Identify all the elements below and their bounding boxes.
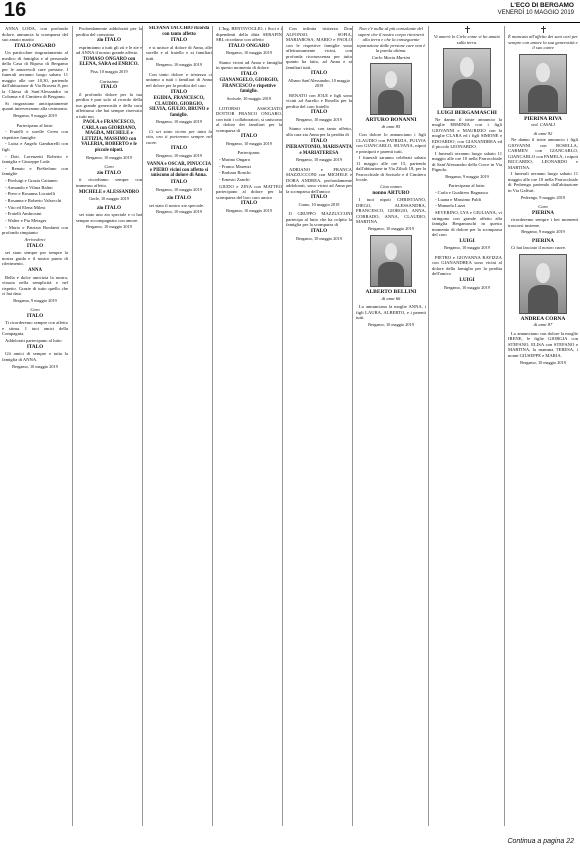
quote-author: Carlo Maria Martini	[371, 54, 411, 60]
notice-text: Siamo vicini, con tanto affetto, alla cara zia Anna per la perdita di	[286, 126, 352, 137]
deceased-name: ITALO	[240, 70, 258, 77]
participants-title: Partecipano al lutto:	[16, 122, 54, 128]
column-3	[142, 26, 212, 826]
notice-text: È mancata all'affetto dei suoi cari per sempre con amore la sua generosità e il suo cuore	[508, 34, 578, 50]
notice-text: Siamo vicini ad Anna e famiglia in questo momento di dolore.	[216, 59, 282, 71]
deceased-age: di anni 85	[381, 123, 401, 129]
notice-text: Con tanto dolore e tristezza ci uniamo a tutti i familiari di Anna nel dolore per la perdita del caro	[146, 71, 212, 88]
notice-signature: SILVANA TACCHIO ricorda con tanto affetto	[148, 26, 210, 37]
deceased-name: ITALO ONGARO	[14, 42, 56, 49]
deceased-name: ITALO	[26, 343, 44, 350]
notice-heading: Caro	[104, 164, 114, 170]
deceased-name: ITALO	[170, 145, 188, 152]
notice-date: Bergamo, 10 maggio 2019	[444, 245, 490, 251]
deceased-name: ITALO	[26, 312, 44, 319]
page-header	[0, 0, 580, 23]
notice-text: I funerali saranno celebrati sabato 11 maggio alle ore 15, partendo dall'abitazione in Via Zilioli 18, per la Parrocchiale di Sorisole e il Cimitero locale.	[356, 155, 426, 183]
notice-signature: PIERANTONIO, MARISANTA e MARIATERESA	[286, 145, 352, 156]
deceased-name: ITALO	[170, 37, 188, 44]
portrait-photo	[370, 63, 412, 115]
notice-date: Bergamo, 10 maggio 2019	[296, 157, 342, 163]
participant: - Luana e Massimo Paldi	[435, 196, 481, 202]
column-8	[504, 26, 578, 826]
notice-text: Bella e dolce amicizia la nostra, vissuta nella semplicità e nel rispetto. Grazie di tutto quello che ci hai dato.	[2, 274, 68, 297]
notice-text: GIUDO e ZINA con MATTEO partecipano al dolore per la scomparsa del loro caro amico	[216, 183, 282, 200]
deceased-name: ITALO	[310, 109, 328, 116]
notice-text: Ne danno il triste annuncio i figli GIOVANNI con ROSELLA, CARMEN con GIANCARLO, GIANCARLO con PAMELA, i nipoti RICCARDO, LEONARDO e MARTINA.	[508, 137, 578, 170]
notice-text: Si ringraziano anticipatamente quanti interverranno alla cerimonia.	[2, 100, 68, 112]
notice-date: Bergamo, 10 maggio 2019	[368, 225, 414, 231]
notice-text: sei stato il nostro zio speciale.	[149, 202, 205, 208]
notice-text: Un particolare ringraziamento al medico di famiglia e al personale della Casa di Riposo di Bergamo per le amorevoli cure prestate. I funerali avranno luogo sabato 11 maggio alle ore 10,30, partendo dall'abitazione di Via Broseta 8, per la Chiesa di Sant'Alessandro in Colonna e il Cimitero di Bergamo.	[2, 50, 68, 100]
column-2	[72, 26, 142, 826]
participant: - Walter e Pia Metzger	[5, 218, 47, 224]
column-1	[2, 26, 68, 826]
column-6	[352, 26, 426, 826]
deceased-name: ITALO	[310, 194, 328, 201]
deceased-name: PIERINA	[532, 209, 554, 216]
notice-date: Bergamo, 9 maggio 2019	[521, 229, 565, 235]
notice-text: Il GRUPPO MAZZUCCONI partecipa al lutto che ha colpito la famiglia per la scomparsa di	[286, 211, 352, 228]
portrait-photo	[519, 254, 567, 314]
deceased-name: PIERINA RIVA	[524, 115, 562, 122]
notice-text: PIETRO e GIOVANNA RAVIZZA con GIANANDREA sono vicini al dolore della famiglia per la perdita dell'amico	[432, 254, 502, 277]
notice-text: Addolorati partecipano al lutto	[5, 338, 62, 344]
deceased-name: LUIGI BERGAMASCHI	[437, 110, 497, 116]
notice-text: Ti ricorderemo sempre con affetto e stima. I tuoi amici della Compagnia.	[2, 320, 68, 337]
participants-title: Partecipano:	[237, 150, 261, 156]
notice-signature: ANNA	[28, 267, 42, 273]
participant: - Armando e Vilma Balini	[5, 184, 53, 190]
notice-date: Pedrengo, 9 maggio 2019	[520, 194, 566, 200]
participant: - Renato e PieStefano con famiglie	[2, 165, 68, 177]
deceased-name: ARTURO BONANNI	[365, 117, 417, 124]
notice-text: ANNA LODA, con profondo dolore, annuncia la scomparsa del suo amato marito	[2, 26, 68, 42]
deceased-name: ITALO	[170, 88, 188, 95]
notice-date: Bergamo, 9 maggio 2019	[445, 173, 489, 179]
notice-date: Bergamo, 10 maggio 2019	[296, 235, 342, 241]
notice-signature: TOMASO ONGARO con ELENA, SARA ed ENRICO.	[79, 56, 139, 68]
deceased-name: ITALO	[310, 137, 328, 144]
notice-date: Albano Sant'Alessandro, 10 maggio 2019	[288, 77, 350, 89]
quote-text: Vi amerò lo Cielo come vi ho amato sulla terra.	[433, 34, 501, 45]
participant: - Luisa e Angelo Gambarelli con figli	[2, 141, 68, 152]
notice-text: SEVERINO, LYA e GIULIANA, vi stringono con grande affetto alla famiglia Bergamaschi in questo momento di dolore per la scomparsa del caro	[432, 210, 502, 238]
deceased-name: zio ITALO	[97, 204, 121, 211]
notice-text: Lo annunciano la moglie ANNA, i figli LAURA, ALBERTO, e i parenti tutti.	[356, 304, 426, 321]
portrait-photo	[519, 54, 567, 114]
notice-heading: Arrivederci	[24, 237, 46, 242]
deceased-name: LUIGI	[459, 277, 475, 283]
notice-text: esprimiamo a tutti gli zii e le zie e ad ANNA il nostro grande affetto.	[76, 44, 142, 56]
deceased-subtitle: ved. CASALI	[531, 122, 555, 127]
notice-date: Sorisole, 10 maggio 2019	[226, 96, 272, 102]
notice-text: Profondamente addolorati per la perdita del carissimo	[76, 26, 142, 37]
masthead	[498, 2, 574, 17]
notice-date: Pisa, 10 maggio 2019	[90, 69, 128, 75]
participants-title: Partecipano al lutto:	[448, 183, 486, 189]
notice-signature: VANNA e OSCAR, PINUCCIA e PIERO vicini con affetto si uniscono al dolore di Anna.	[146, 162, 212, 179]
notice-text: Ne danno il triste annuncio la moglie ERMINIA con i figli GIOVANNI e MAURIZIO con la moglie CLARA ed i figli SIMONE e EDOARDO, con GIANANDREA ed il piccolo LEONARDO.	[432, 116, 502, 149]
deceased-name: ITALO	[26, 242, 44, 249]
notice-date: Bergamo, 10 maggio 2019	[156, 186, 202, 192]
deceased-name: PIERINA	[532, 237, 554, 244]
participant: - Vito ed Elena Milesi	[5, 204, 46, 210]
notice-date: Bergamo, 10 maggio 2019	[156, 119, 202, 125]
deceased-name: nonno ARTURO	[372, 189, 410, 196]
notice-heading: Cara	[538, 204, 548, 210]
notice-date: Bergamo, 10 maggio 2019	[226, 140, 272, 146]
participant: - Franco Marenzi	[219, 163, 251, 169]
notice-date: Bergamo, 10 maggio 2019	[226, 207, 272, 213]
deceased-name: ALBERTO BELLINI	[365, 289, 417, 296]
participant: - Dott. Lorenzetti Roberto e famiglia e Giuseppe Loda	[2, 153, 68, 165]
notice-date: Bergamo, 10 maggio 2019	[12, 363, 58, 369]
participant: - Ernesto Zanchi	[219, 177, 250, 182]
notice-date: Bergamo, 10 maggio 2019	[156, 152, 202, 158]
deceased-name: ITALO	[240, 200, 258, 207]
deceased-name: zio ITALO	[167, 195, 191, 202]
notice-date: Bergamo, 9 maggio 2019	[13, 297, 57, 303]
deceased-name: zio ITALO	[97, 169, 121, 176]
notice-date: Bergamo, 10 maggio 2019	[156, 62, 202, 68]
notice-text: ricorderemo sempre i bei momenti trascorsi insieme.	[508, 217, 578, 228]
notice-text: ti ricordiamo sempre con immenso affetto.	[76, 177, 142, 188]
deceased-name: ITALO	[170, 179, 188, 186]
cross-icon	[465, 26, 470, 33]
notice-text: e si unisce al dolore di Anna, alle sorelle e al fratello e ai familiari tutti.	[146, 44, 212, 61]
column-7	[428, 26, 502, 826]
participant: - Pierluigi e Grazia Cattaneo	[5, 178, 58, 183]
notice-date: Bergamo, 10 maggio 2019	[520, 359, 566, 365]
participant: - Marino Ongaro	[219, 156, 251, 162]
deceased-name: ITALO	[310, 228, 328, 235]
deceased-name: ITALO	[100, 84, 118, 91]
deceased-name: ITALO	[310, 70, 328, 77]
notice-text: sei stato uno zio speciale e ci hai sempre accompagnato con amore.	[76, 212, 142, 223]
issue-date: VENERDÌ 10 MAGGIO 2019	[497, 10, 574, 16]
column-5	[282, 26, 352, 826]
notice-date: Curno, 10 maggio 2019	[298, 201, 340, 207]
notice-text: I funerali avranno luogo sabato 11 maggio alle ore 10 nella Parrocchiale di Pedrengo partendo dall'abitazione in Via Gaffuri.	[508, 171, 578, 193]
notice-date: Bergamo, 10 maggio 2019	[86, 154, 132, 160]
deceased-name: ANDREA CORNA	[520, 315, 566, 322]
notice-signature: PAOLA e FRANCESCO, CARLA con GIORDANO, MAGDA, MICHELE e LETIZIA, MASSIMO con VALERIA, ROBERTO e le piccole nipoti.	[81, 120, 137, 153]
participant: - Mario e Patrizia Bonfanti con profondo rimpianto	[2, 224, 68, 236]
notice-date: Bergamo, 10 maggio 2019	[296, 116, 342, 122]
notice-signature: MICHELE e ALESSANDRO	[78, 189, 140, 195]
deceased-name: ITALO ONGARO	[228, 42, 270, 49]
deceased-name: zio ITALO	[97, 37, 121, 44]
notice-date: Bergamo, 10 maggio 2019	[444, 284, 490, 290]
portrait-photo	[370, 235, 412, 287]
participant: - Piero e Rosanna Locatelli	[5, 191, 56, 197]
notice-date: Bergamo, 10 maggio 2019	[156, 209, 202, 215]
notice-text: L'Ing. BENTIVOGLIO, i Soci e i dipendenti della ditta SERAFIN SRL ricordano con affetto	[216, 26, 282, 42]
notice-text: I funerali avranno luogo sabato 11 maggio alle ore 10 nella Parrocchiale di Sant'Alessandro della Croce in Via Pignolo.	[432, 150, 502, 173]
notice-date: Bergamo, 10 maggio 2019	[368, 322, 414, 328]
notice-text: Gli amici di sempre e tutta la famiglia di ANNA.	[2, 351, 68, 362]
participant: - Barbara Ronchi	[219, 170, 251, 176]
participant: - Fratelli Ambrosini	[5, 211, 42, 217]
notice-text: ADRIANO e FRANCA MAZZUCCONI con MICHELE e DORA ANDREA, profondamente addolorati, sono vicini ad Anna per la scomparsa dell'amico	[286, 166, 352, 194]
notice-text: I tuoi nipoti CHRISTIANO, DIEGO, ALESSANDRA, FRANCESCO, GIORGIO, ANNA, CORRADO, ANNA, CLAUDIO, MARTINA	[356, 197, 426, 225]
deceased-age: di anni 92	[533, 130, 553, 136]
notice-date: Bergamo, 10 maggio 2019	[86, 224, 132, 230]
deceased-age: di anni 87	[533, 322, 553, 328]
notice-date: Bergamo, 9 maggio 2019	[13, 113, 57, 119]
notice-signature: EGIDIA, FRANCESCO, CLAUDIO, GIORGIO, SILVIA, GIULIO, BRUNO e famiglie.	[149, 96, 209, 118]
page-number: 16	[4, 0, 27, 21]
notice-date: Gorle, 10 maggio 2019	[89, 196, 129, 202]
notice-signature: GIANANGELO, GIORGIO, FRANCESCO e rispettive famiglie.	[219, 78, 279, 95]
notice-text: il profondo dolore per la tua perdita è pari solo al ricordo della tua grande generosità e della cura affettuosa che hai sempre riservato a tutti noi.	[76, 91, 142, 119]
participant: - Rosanna e Roberto Valsecchi	[5, 198, 62, 204]
continued-note: Continua a pagina 22	[507, 838, 574, 845]
participant: - Fratelli e sorelle Cerea con rispettive famiglie	[2, 129, 68, 140]
quote-text: Non c'è nulla al più consolante del sapere che il nostro corpo ritornerà alla terra e che la conseguente separazione dalle persone care non è la parola ultima.	[356, 26, 426, 53]
notice-heading: Caro	[30, 307, 40, 313]
notice-text: Ci hai lasciato il nostro cuore.	[511, 245, 567, 251]
notice-text: Con dolore lo annunciano i figli CLAUDIO con PATRIZIA, FULVIA con GIANCARLO, SILVANA, nipoti e pronipoti e parenti tutti.	[356, 132, 426, 154]
paper-name: L'ECO DI BERGAMO	[510, 2, 574, 9]
notice-text: Lo annunciano con dolore la moglie IRENE, le figlie GIORGIA con STEFANO, ELISA con STEFANO e MARTINA, la mamma TERESA, i nonni GIUSEPPE e MARIA.	[508, 330, 578, 358]
participant: - Carla e Gualtiero Bagnasco	[435, 190, 489, 196]
portrait-photo	[443, 48, 491, 108]
notice-text: sei stato sempre per sempre la nostra guida e il nostro punto di riferimento.	[2, 250, 68, 267]
notice-heading: Carissimo	[99, 78, 119, 84]
deceased-age: di anni 66	[381, 295, 401, 301]
notice-heading: Ciao nonno	[380, 184, 402, 190]
notice-date: Bergamo, 10 maggio 2019	[226, 50, 272, 56]
deceased-name: ITALO	[240, 133, 258, 140]
deceased-name: LUIGI	[459, 237, 475, 244]
column-4	[212, 26, 282, 826]
notice-text: Ci sei stato vicino per tutta la vita, ora ti porteremo sempre nel cuore.	[146, 128, 212, 145]
notice-text: RENATO con JOLE e figli sono vicini ad Aurelio e Rosella per la perdita del caro fratello	[286, 92, 352, 109]
notice-text: Con infinita tristezza Don ALFONSO, SOFIA, MARIAROSA, MARIO e PAOLO con le rispettive famiglie sono affettuosamente vicini, con profonda riconoscenza per tutto quanto ha fatto, ad Anna e ai familiari tutti.	[286, 26, 352, 70]
notice-text: LOTORSO ASSOCIATO DOTTOR FRANCO ONGARO, con tutti i collaboratori, si uniscono al dolore dei familiari per la scomparsa di	[216, 105, 282, 133]
participant: - Manuela Luzzi	[435, 203, 466, 209]
cross-icon	[541, 26, 546, 33]
